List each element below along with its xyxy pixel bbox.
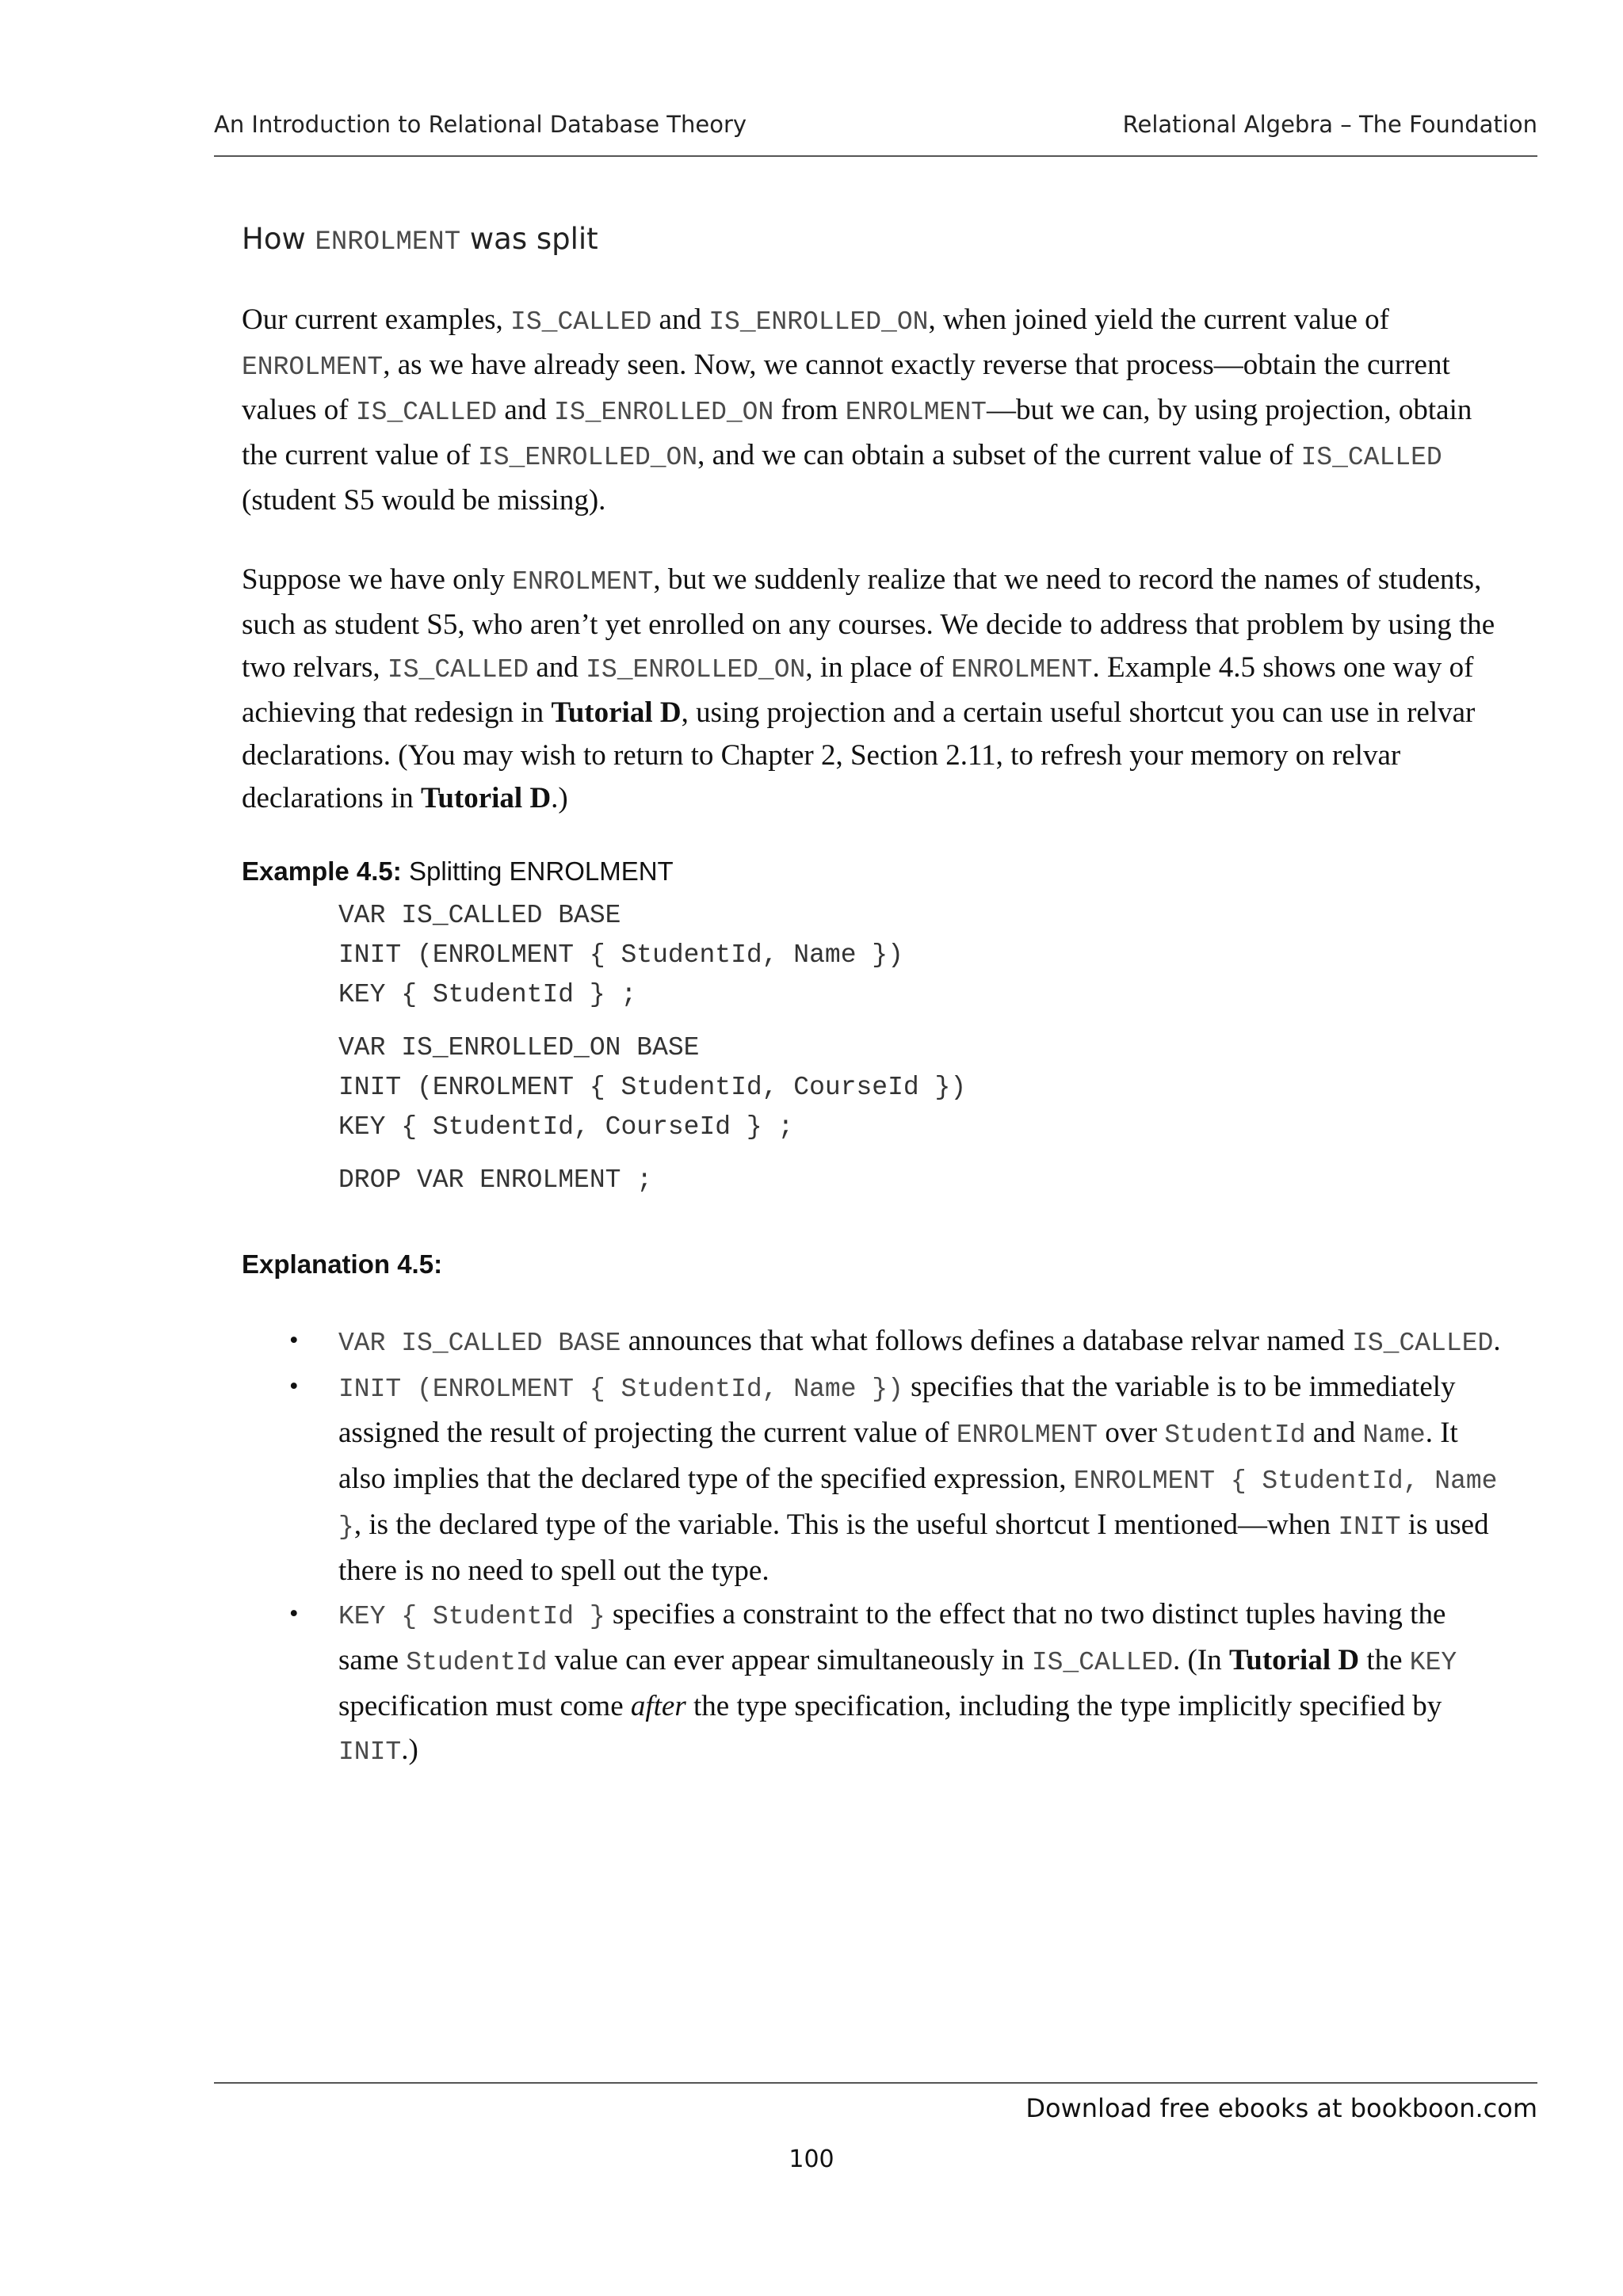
explanation-heading: Explanation 4.5:	[242, 1249, 443, 1279]
example-caption	[242, 856, 1510, 887]
section-heading-code: ENROLMENT	[315, 227, 461, 257]
example-label: Example 4.5:	[242, 856, 402, 886]
code-line: INIT (ENROLMENT { StudentId, Name })	[338, 940, 903, 970]
section-heading	[242, 222, 1510, 257]
header-book-title: An Introduction to Relational Database Theory	[214, 111, 747, 138]
code-line: KEY { StudentId, CourseId } ;	[338, 1112, 794, 1142]
list-item: • KEY { StudentId } specifies a constraint to the effect that no two distinct tuples having the same StudentId value can ever appear simultaneously in IS_CALLED. (In Tutorial D the KEY specification must come after the type specification, including the type implicitly specified by INIT.)	[242, 1592, 1510, 1774]
paragraph-1: Our current examples, IS_CALLED and IS_ENROLLED_ON, when joined yield the current value of ENROLMENT, as we have already seen. Now, we cannot exactly reverse that process—obtain the current values of IS_CALLED and IS_ENROLLED_ON from ENROLMENT—but we can, by using projection, obtain the current value of IS_ENROLLED_ON, and we can obtain a subset of the current value of IS_CALLED (student S5 would be missing).	[242, 303, 1472, 517]
code-line: KEY { StudentId } ;	[338, 980, 637, 1009]
section-heading-suffix: was split	[460, 222, 598, 256]
code-line: VAR IS_CALLED BASE	[338, 901, 621, 930]
list-item: • INIT (ENROLMENT { StudentId, Name }) specifies that the variable is to be immediately assigned the result of projecting the current value of ENROLMENT over StudentId and Name. It also implies that the declared type of the specified expression, ENROLMENT { StudentId, Name }, is the declared type of the variable. This is the useful shortcut I mentioned—when INIT is used there is no need to spell out the type.	[242, 1365, 1510, 1592]
bullet-icon: •	[289, 1326, 299, 1355]
header-chapter-title: Relational Algebra – The Foundation	[1122, 111, 1537, 138]
footer-divider	[214, 2082, 1537, 2084]
paragraph-2: Suppose we have only ENROLMENT, but we suddenly realize that we need to record the names of students, such as student S5, who aren’t yet enrolled on any courses. We decide to address that problem by using the two relvars, IS_CALLED and IS_ENROLLED_ON, in place of ENROLMENT. Example 4.5 shows one way of achieving that redesign in Tutorial D, using projection and a certain useful shortcut you can use in relvar declarations. (You may wish to return to Chapter 2, Section 2.11, to refresh your memory on relvar declarations in Tutorial D.)	[242, 563, 1495, 814]
code-block-drop	[338, 1161, 1510, 1200]
code-line: DROP VAR ENROLMENT ;	[338, 1165, 653, 1195]
page-number: 100	[789, 2145, 834, 2173]
section-heading-prefix: How	[242, 222, 315, 256]
code-block-is-called	[338, 896, 1510, 1015]
footer-link-text: Download free ebooks at bookboon.com	[1025, 2093, 1537, 2123]
explanation-list	[242, 1319, 1510, 1774]
example-title: Splitting ENROLMENT	[401, 856, 674, 886]
code-line: VAR IS_ENROLLED_ON BASE	[338, 1033, 700, 1062]
bullet-icon: •	[289, 1600, 299, 1628]
code-block-is-enrolled-on	[338, 1028, 1510, 1147]
page-header	[214, 111, 1537, 157]
list-item: • VAR IS_CALLED BASE announces that what follows defines a database relvar named IS_CALLED.	[242, 1319, 1510, 1365]
code-line: INIT (ENROLMENT { StudentId, CourseId })	[338, 1073, 967, 1102]
bullet-icon: •	[289, 1372, 299, 1401]
code-listing	[338, 896, 1510, 1200]
page-content	[242, 222, 1510, 1774]
